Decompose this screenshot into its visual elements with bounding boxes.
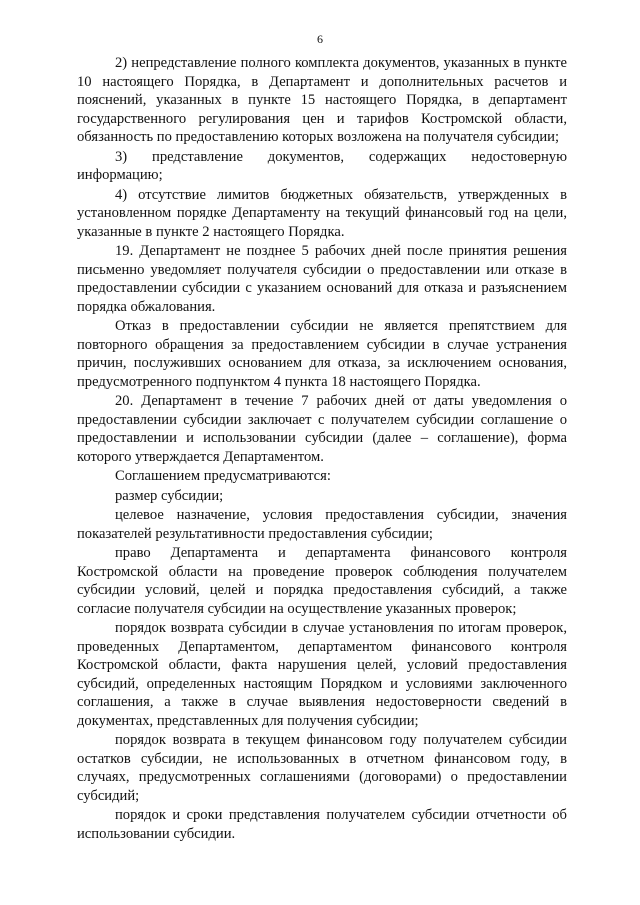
paragraph-agreement-intro: Соглашением предусматриваются: [115, 468, 331, 484]
paragraph-refusal-reason-3: 3) представление документов, содержащих недостоверную информацию; [77, 148, 567, 183]
paragraph-reporting: порядок и сроки представления получателем субсидии отчетности об использовании субсидии. [77, 807, 567, 842]
paragraph-refusal-note: Отказ в предоставлении субсидии не является препятствием для повторного обращения за предоставлением субсидии в случае устранения причин, послуживших основанием для отказа, за исключением основания, предусмотренного подпунктом 4 пункта 18 настоящего Порядка. [77, 318, 567, 390]
paragraph-inspection-right: право Департамента и департамента финансового контроля Костромской области на проведение проверок соблюдения получателем субсидии условий, целей и порядка предоставления субсидий, а также согласие получателя субсидии на осуществление указанных проверок; [77, 545, 567, 617]
paragraph-return-procedure: порядок возврата субсидии в случае установления по итогам проверок, проведенных Департаментом, департаментом финансового контроля Костромской области, факта нарушения целей, условий предоставления субсидий, определенных настоящим Порядком и условиями заключенного соглашения, а также в случае выявления недостоверности сведений в документах, представленных для получения субсидии; [77, 620, 567, 729]
paragraph-remainder-return: порядок возврата в текущем финансовом году получателем субсидии остатков субсидии, не использованных в отчетном финансовом году, в случаях, предусмотренных соглашениями (договорами) о предоставлении субсидий; [77, 732, 567, 804]
paragraph-refusal-reason-4: 4) отсутствие лимитов бюджетных обязательств, утвержденных в установленном порядке Департаменту на текущий финансовый год на цели, указанные в пункте 2 настоящего Порядка. [77, 186, 567, 240]
page-number: 6 [317, 32, 323, 46]
document-body [77, 54, 567, 843]
paragraph-subsidy-amount: размер субсидии; [115, 487, 224, 504]
paragraph-clause-20: 20. Департамент в течение 7 рабочих дней от даты уведомления о предоставлении субсидии заключает с получателем субсидии соглашение о предоставлении и использовании субсидии (далее – соглашение), форма которого утверждается Департаментом. [77, 393, 567, 465]
paragraph-clause-19: 19. Департамент не позднее 5 рабочих дней после принятия решения письменно уведомляет получателя субсидии о предоставлении или отказе в предоставлении субсидии с указанием оснований для отказа и разъяснением порядка обжалования. [77, 243, 567, 315]
paragraph-purpose: целевое назначение, условия предоставления субсидии, значения показателей результативности предоставления субсидии; [77, 507, 567, 542]
paragraph-refusal-reason-2: 2) непредставление полного комплекта документов, указанных в пункте 10 настоящего Порядка, в Департамент и дополнительных расчетов и пояснений, указанных в пункте 15 настоящего Порядка, в департамент государственного регулирования цен и тарифов Костромской области, обязанность по предоставлению которых возложена на получателя субсидии; [77, 55, 567, 145]
